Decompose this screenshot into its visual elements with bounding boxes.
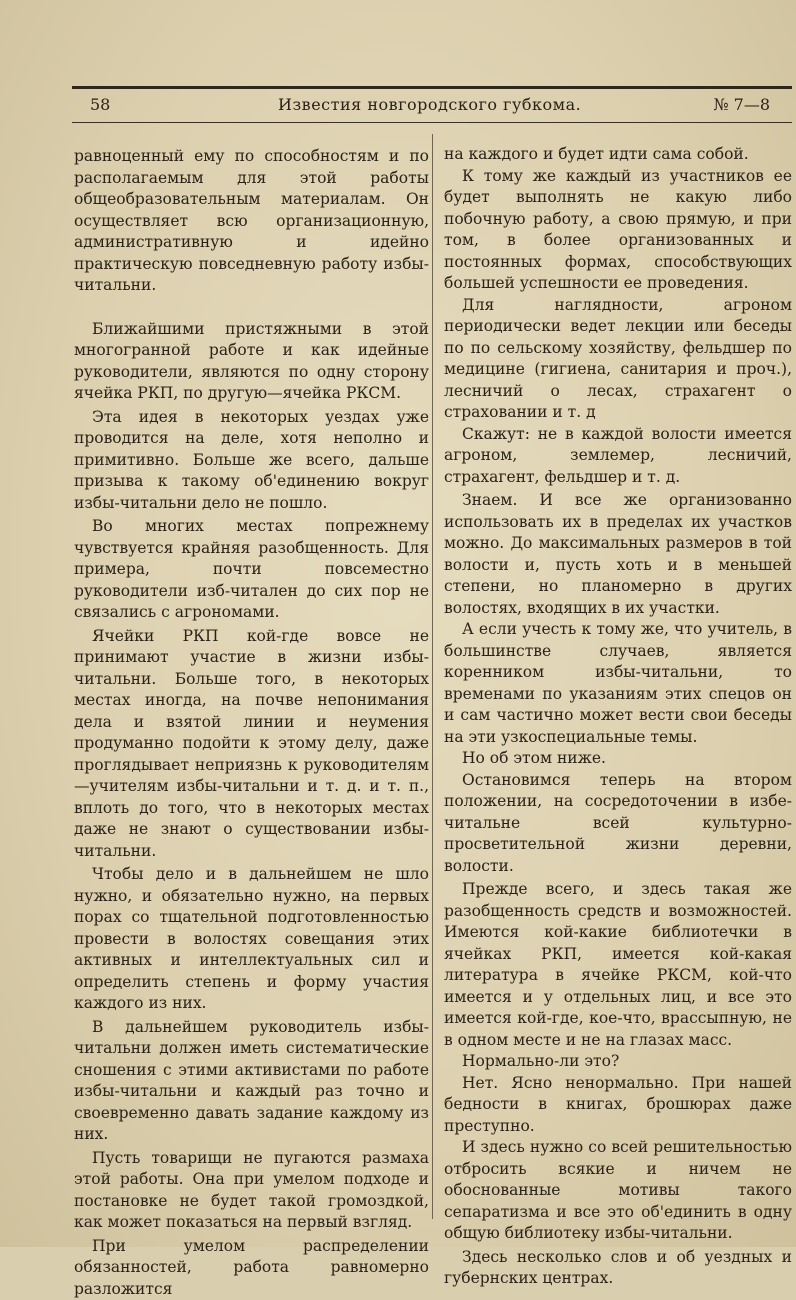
paragraph: Здесь несколько слов и об уездных и губернских центрах. bbox=[444, 1247, 792, 1290]
issue-number: № 7—8 bbox=[713, 90, 770, 120]
paragraph: А если учесть к тому же, что учитель, в большинстве случаев, является коренником избы-читальни, то временами по указаниям этих спецов он и сам частично может вести свои беседы на эти узкоспециальные темы. bbox=[444, 619, 792, 748]
paragraph: Во многих местах попрежнему чувствуется крайняя разобщенность. Для примера, почти повсеместно руководители изб-читален до сих пор не связались с агрономами. bbox=[74, 516, 429, 624]
paragraph: И здесь нужно со всей решительностью отбросить всякие и ничем не обоснованные мотивы такого сепаратизма и все это об'единить в одну общую библиотеку избы-читальни. bbox=[444, 1137, 792, 1245]
paragraph: равноценный ему по способностям и по располагаемым для этой работы общеобразовательным материалам. Он осуществляет всю организационную, административную и идейно практическую повседневную работу избы-читальни. bbox=[74, 146, 429, 297]
paragraph: Нет. Ясно ненормально. При нашей бедности в книгах, брошюрах даже преступно. bbox=[444, 1073, 792, 1138]
paragraph: Эта идея в некоторых уездах уже проводится на деле, хотя неполно и примитивно. Больше же всего, дальше призыва к такому об'единению вокруг избы-читальни дело не пошло. bbox=[74, 407, 429, 515]
page-header bbox=[90, 90, 770, 120]
right-column bbox=[444, 144, 792, 1290]
paragraph: К тому же каждый из участников ее будет выполнять не какую либо побочную работу, а свою прямую, и при том, в более организованных и постоянных формах, способствующих большей успешности ее проведения. bbox=[444, 166, 792, 295]
left-column bbox=[74, 146, 429, 1300]
paragraph: Для наглядности, агроном периодически ведет лекции или беседы по по сельскому хозяйству, фельдшер по медицине (гигиена, санитария и проч.), лесничий о лесах, страхагент о страховании и т. д bbox=[444, 295, 792, 424]
paragraph: В дальнейшем руководитель избы-читальни должен иметь систематические сношения с этими активистами по работе избы-читальни и каждый раз точно и своевременно давать задание каждому из них. bbox=[74, 1017, 429, 1146]
paragraph: Остановимся теперь на втором положении, на сосредоточении в избе-читальне всей культурно-просветительной жизни деревни, волости. bbox=[444, 770, 792, 878]
paragraph: Чтобы дело и в дальнейшем не шло нужно, и обязательно нужно, на первых порах со тщательной подготовленностью провести в волостях совещания этих активных и интеллектуальных сил и определить степень и форму участия каждого из них. bbox=[74, 864, 429, 1015]
top-rule bbox=[72, 86, 792, 89]
paragraph: Скажут: не в каждой волости имеется агроном, землемер, лесничий, страхагент, фельдшер и т. д. bbox=[444, 424, 792, 489]
paragraph: Знаем. И все же организованно использовать их в пределах их участков можно. До максимальных размеров в той волости и, пусть хоть и в меньшей степени, но планомерно в других волостях, входящих в их участки. bbox=[444, 490, 792, 619]
journal-title: Известия новгородского губкома. bbox=[278, 90, 581, 120]
paragraph: Ближайшими пристяжными в этой многогранной работе и как идейные руководители, являются по одну сторону ячейка РКП, по другую—ячейка РКСМ. bbox=[74, 319, 429, 405]
paragraph: Прежде всего, и здесь такая же разобщенность средств и возможностей. Имеются кой-какие библиотечки в ячейках РКП, имеется кой-какая литература в ячейке РКСМ, кой-что имеется и у отдельных лиц, и все это имеется кой-где, кое-что, врассыпную, не в одном месте и не на глазах масс. bbox=[444, 879, 792, 1051]
header-rule bbox=[72, 122, 792, 123]
paragraph: Ячейки РКП кой-где вовсе не принимают участие в жизни избы-читальни. Больше того, в некоторых местах иногда, на почве непонимания дела и взятой линии и неумения продуманно подойти к этому делу, даже проглядывает неприязнь к руководителям—учителям избы-читальни и т. д. и т. п., вплоть до того, что в некоторых местах даже не знают о существовании избы-читальни. bbox=[74, 626, 429, 863]
paragraph: Нормально-ли это? bbox=[444, 1051, 792, 1073]
paragraph: на каждого и будет идти сама собой. bbox=[444, 144, 792, 166]
column-divider bbox=[432, 134, 433, 1219]
paragraph: Пусть товарищи не пугаются размаха этой работы. Она при умелом подходе и постановке не будет такой громоздкой, как может показаться на первый взгляд. bbox=[74, 1148, 429, 1234]
paragraph: При умелом распределении обязанностей, работа равномерно разложится bbox=[74, 1236, 429, 1300]
paragraph: Но об этом ниже. bbox=[444, 748, 792, 770]
page-number: 58 bbox=[90, 90, 110, 120]
